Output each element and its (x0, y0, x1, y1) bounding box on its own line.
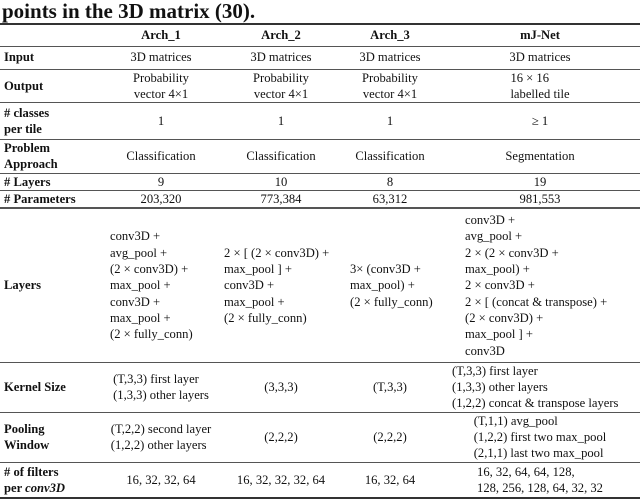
cell: 1 (340, 103, 440, 140)
cell: (T,1,1) avg_pool (1,2,2) first two max_pool (2,1,1) last two max_pool (473, 413, 607, 461)
header-arch2: Arch_2 (222, 24, 340, 46)
cell: 3D matrices (222, 46, 340, 69)
row-label: # classes per tile (0, 103, 100, 140)
cell: (T,3,3) first layer (1,3,3) other layers (113, 371, 209, 403)
header-row (0, 24, 640, 46)
table-row (0, 190, 640, 208)
cell: 19 (440, 173, 640, 190)
row-label-prefix: per (4, 480, 26, 495)
cell: (3,3,3) (222, 362, 340, 412)
cell: Probability vector 4×1 (340, 69, 440, 103)
table-row (0, 462, 640, 498)
cell: Probability vector 4×1 (222, 69, 340, 103)
row-label: # Parameters (0, 190, 100, 208)
cell: 63,312 (340, 190, 440, 208)
cell: (2,2,2) (222, 412, 340, 462)
cell: ≥ 1 (440, 103, 640, 140)
cell: 3D matrices (440, 46, 640, 69)
cell: 9 (100, 173, 222, 190)
row-label-line1: # of filters (4, 464, 59, 479)
header-arch3: Arch_3 (340, 24, 440, 46)
cell: 3× (conv3D + max_pool) + (2 × fully_conn) (350, 262, 433, 309)
cell: (T,3,3) first layer (1,3,3) other layers (1,2,2) concat & transpose layers (452, 363, 619, 411)
cell: 16, 32, 64 (340, 462, 440, 498)
row-label (0, 462, 100, 498)
table-row (0, 103, 640, 140)
table-row (0, 69, 640, 103)
cell: conv3D + avg_pool + (2 × conv3D) + max_pool + conv3D + max_pool + (2 × fully_conn) (110, 229, 193, 342)
cell: 1 (100, 103, 222, 140)
cell: conv3D + avg_pool + 2 × (2 × conv3D + max_pool) + 2 × conv3D + 2 × [ (concat & transpose) + (2 × conv3D) + max_pool ] + conv3D (465, 213, 608, 358)
cell: 8 (340, 173, 440, 190)
cell: 2 × [ (2 × conv3D) + max_pool ] + conv3D + max_pool + (2 × fully_conn) (224, 245, 330, 325)
header-empty (0, 24, 100, 46)
row-label: Layers (0, 208, 100, 362)
header-arch1: Arch_1 (100, 24, 222, 46)
row-label: Pooling Window (0, 412, 100, 462)
row-label-emphasis: conv3D (25, 480, 65, 495)
table-row (0, 362, 640, 412)
header-mjnet: mJ-Net (440, 24, 640, 46)
cell: 16, 32, 32, 64 (100, 462, 222, 498)
cell: 16 × 16 labelled tile (510, 70, 570, 101)
cell: Probability vector 4×1 (100, 69, 222, 103)
cell: (2,2,2) (340, 412, 440, 462)
cell: Classification (222, 140, 340, 174)
cell: 10 (222, 173, 340, 190)
cell: 203,320 (100, 190, 222, 208)
row-label: Input (0, 46, 100, 69)
cell: 16, 32, 64, 64, 128, 128, 256, 128, 64, 32, 32 (477, 464, 603, 495)
row-label: Problem Approach (0, 140, 100, 174)
row-label: # Layers (0, 173, 100, 190)
cell: 3D matrices (340, 46, 440, 69)
cell: (T,3,3) (340, 362, 440, 412)
cell: Classification (340, 140, 440, 174)
table-row (0, 140, 640, 174)
cell: 3D matrices (100, 46, 222, 69)
cell: Classification (100, 140, 222, 174)
table-caption: points in the 3D matrix (30). (2, 0, 256, 23)
table-row (0, 208, 640, 362)
table-row (0, 46, 640, 69)
row-label: Kernel Size (0, 362, 100, 412)
cell: 1 (222, 103, 340, 140)
table-row (0, 412, 640, 462)
cell: 981,553 (440, 190, 640, 208)
row-label: Output (0, 69, 100, 103)
cell: 16, 32, 32, 32, 64 (222, 462, 340, 498)
cell: 773,384 (222, 190, 340, 208)
cell: (T,2,2) second layer (1,2,2) other layers (110, 421, 212, 453)
cell: Segmentation (440, 140, 640, 174)
table-row (0, 173, 640, 190)
architecture-comparison-table (0, 23, 640, 499)
